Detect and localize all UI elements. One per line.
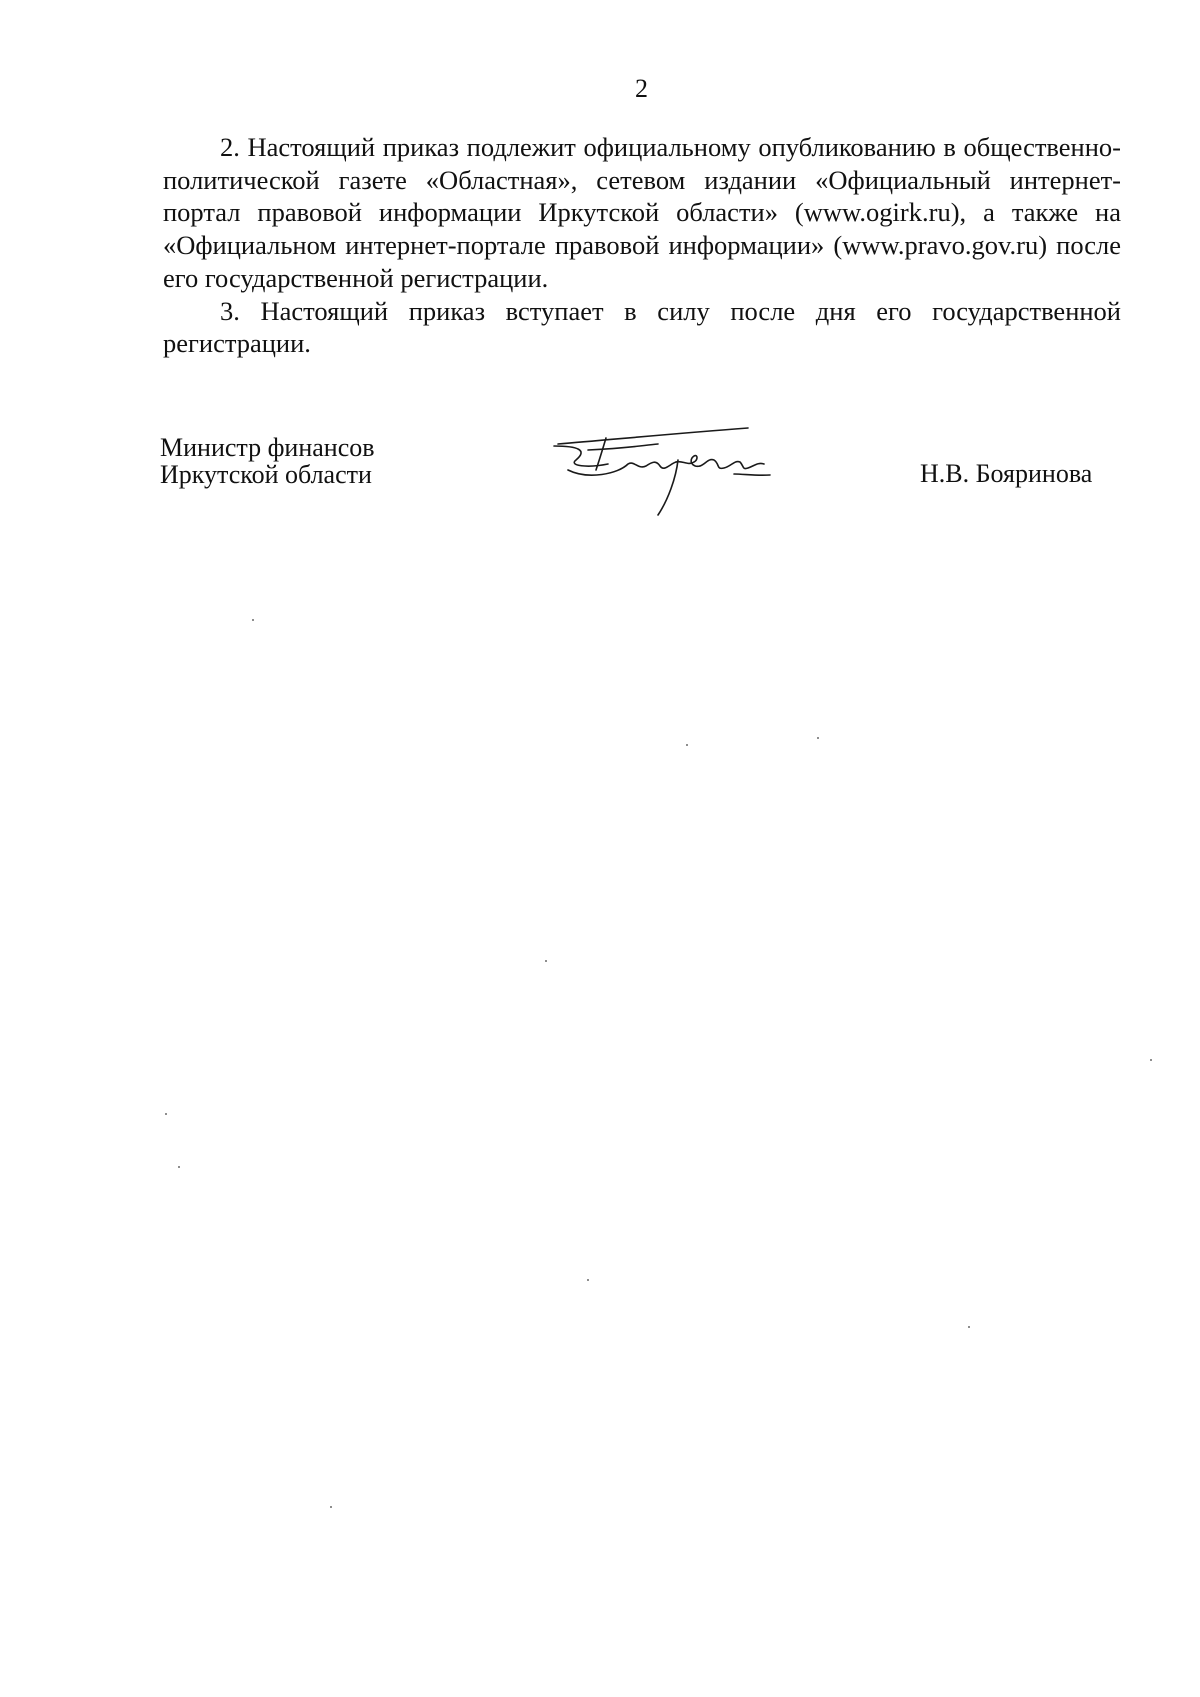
signer-title-line1: Министр финансов [160, 433, 375, 462]
scan-speck [178, 1166, 180, 1168]
handwritten-signature [548, 420, 778, 520]
signer-name: Н.В. Бояринова [920, 459, 1093, 488]
document-body [163, 131, 1121, 360]
scan-speck [817, 737, 819, 739]
signature-block [0, 434, 1200, 514]
scan-speck [545, 960, 547, 962]
scan-speck [330, 1506, 332, 1508]
signer-title [160, 434, 375, 488]
scan-speck [1150, 1059, 1152, 1061]
page-number: 2 [635, 74, 648, 103]
scan-speck [968, 1326, 970, 1328]
scan-speck [165, 1113, 167, 1115]
paragraph-publication: 2. Настоящий приказ подлежит официальному опубликованию в общественно-политической газете «Областная», сетевом издании «Официальный интернет-портал правовой информации Иркутской области» (www.ogirk.ru), а также на «Официальном интернет-портале правовой информации» (www.pravo.gov.ru) после его государственной регистрации. [163, 132, 1121, 293]
scan-speck [686, 744, 688, 746]
scan-speck [587, 1279, 589, 1281]
signer-title-line2: Иркутской области [160, 460, 372, 489]
paragraph-effective-date: 3. Настоящий приказ вступает в силу после дня его государственной регистрации. [163, 295, 1121, 359]
scan-speck [252, 619, 254, 621]
